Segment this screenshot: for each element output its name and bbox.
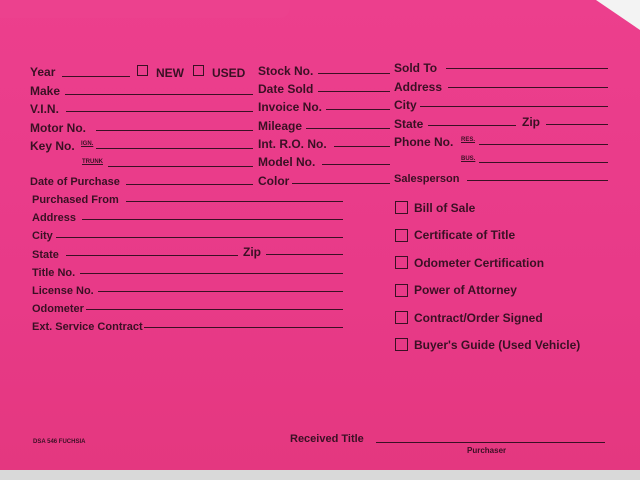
field-sold-state[interactable] [428,125,516,126]
field-motor-no[interactable] [96,130,253,131]
label-contract-order-signed: Contract/Order Signed [414,311,543,325]
label-odometer: Odometer [32,303,84,315]
label-address: Address [394,80,443,94]
checkbox-certificate-of-title[interactable] [395,229,408,242]
checkbox-new[interactable] [137,65,148,76]
field-purchased-from[interactable] [126,201,343,202]
field-sold-address[interactable] [448,87,608,88]
background-surface [0,470,640,480]
field-model-no[interactable] [322,164,390,165]
field-license-no[interactable] [98,291,343,292]
label-bill-of-sale: Bill of Sale [414,201,476,215]
label-purchased-state: State [32,249,59,261]
label-purchaser: Purchaser [467,446,507,455]
label-odometer-certification: Odometer Certification [414,256,545,270]
label-title-no: Title No. [32,267,76,279]
field-purchased-city[interactable] [56,237,343,238]
checkbox-odometer-certification[interactable] [395,256,408,269]
label-trunk: TRUNK [82,159,103,165]
label-int-ro-no: Int. R.O. No. [258,137,327,151]
label-buyers-guide: Buyer's Guide (Used Vehicle) [414,338,581,352]
label-model-no: Model No. [258,155,316,169]
label-phone-no: Phone No. [394,135,454,149]
label-power-of-attorney: Power of Attorney [414,283,517,297]
checkbox-bill-of-sale[interactable] [395,201,408,214]
field-int-ro-no[interactable] [334,146,390,147]
label-date-sold: Date Sold [258,82,314,96]
form-id: DSA 546 FUCHSIA [33,439,86,445]
field-sold-zip[interactable] [546,124,608,125]
field-invoice-no[interactable] [326,109,390,110]
label-year: Year [30,65,56,79]
label-key-no: Key No. [30,139,75,153]
field-purchased-state[interactable] [66,255,238,256]
label-purchased-from: Purchased From [32,194,119,206]
envelope-flap [0,0,290,18]
field-phone-res[interactable] [479,144,608,145]
field-date-of-purchase[interactable] [126,184,253,185]
label-city: City [394,98,417,112]
label-motor-no: Motor No. [30,121,86,135]
label-purchased-city: City [32,230,53,242]
field-vin[interactable] [66,111,253,112]
label-used: USED [212,66,246,80]
label-zip: Zip [522,115,540,129]
field-title-no[interactable] [80,273,343,274]
checkbox-power-of-attorney[interactable] [395,284,408,297]
field-key-trunk[interactable] [108,166,253,167]
label-license-no: License No. [32,285,94,297]
field-received-title[interactable] [376,442,605,443]
label-make: Make [30,84,61,98]
field-stock-no[interactable] [318,73,390,74]
label-ign: IGN. [81,141,94,147]
label-stock-no: Stock No. [258,64,314,78]
label-sold-to: Sold To [394,61,438,75]
field-date-sold[interactable] [318,91,390,92]
label-state: State [394,117,424,131]
field-purchased-zip[interactable] [266,254,343,255]
field-odometer[interactable] [86,309,343,310]
field-sold-to[interactable] [446,68,608,69]
label-certificate-of-title: Certificate of Title [414,228,516,242]
label-purchased-zip: Zip [243,245,261,259]
field-ext-service-contract[interactable] [144,327,343,328]
label-mileage: Mileage [258,119,303,133]
background-corner [596,0,640,30]
label-invoice-no: Invoice No. [258,100,323,114]
label-res: RES. [461,137,476,143]
field-sold-city[interactable] [420,106,608,107]
label-purchased-address: Address [32,212,77,224]
label-vin: V.I.N. [30,102,59,116]
checkbox-buyers-guide[interactable] [395,338,408,351]
field-key-ign[interactable] [96,148,253,149]
field-make[interactable] [65,94,253,95]
field-phone-bus[interactable] [479,162,608,163]
label-ext-service-contract: Ext. Service Contract [32,321,143,333]
field-color[interactable] [292,183,390,184]
field-salesperson[interactable] [467,180,608,181]
checkbox-used[interactable] [193,65,204,76]
field-purchased-address[interactable] [82,219,343,220]
field-mileage[interactable] [306,128,390,129]
field-year[interactable] [62,76,130,77]
label-bus: BUS. [461,156,476,162]
checkbox-contract-order-signed[interactable] [395,311,408,324]
label-date-of-purchase: Date of Purchase [30,176,120,188]
label-color: Color [258,174,290,188]
label-received-title: Received Title [290,433,364,445]
label-salesperson: Salesperson [394,173,460,185]
label-new: NEW [156,66,184,80]
